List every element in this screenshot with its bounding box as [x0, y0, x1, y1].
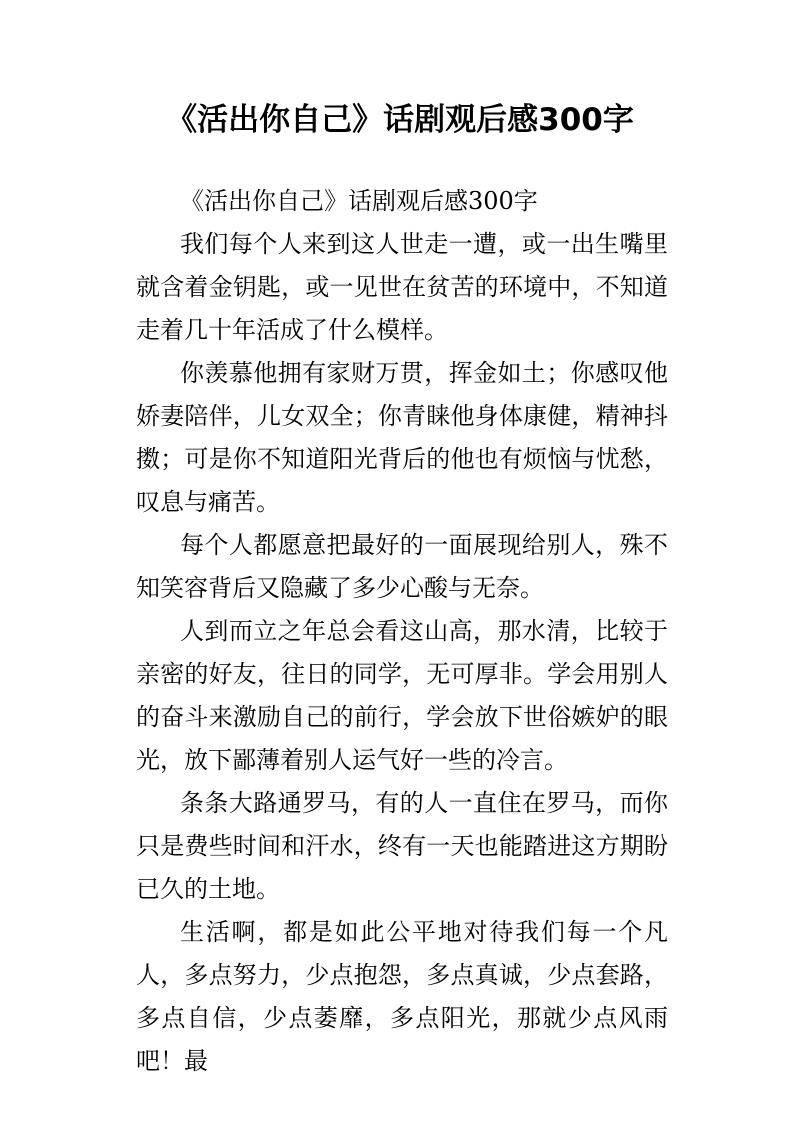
document-body: [136, 180, 668, 1083]
paragraph: 每个人都愿意把最好的一面展现给别人，殊不知笑容背后又隐藏了多少心酸与无奈。: [136, 531, 668, 602]
paragraph: 条条大路通罗马，有的人一直住在罗马，而你只是费些时间和汗水，终有一天也能踏进这方期盼已久的土地。: [136, 789, 668, 903]
paragraph: 你羡慕他拥有家财万贯，挥金如土；你感叹他娇妻陪伴，儿女双全；你青睐他身体康健，精神抖擞；可是你不知道阳光背后的他也有烦恼与忧愁，叹息与痛苦。: [136, 359, 668, 516]
paragraph: 生活啊，都是如此公平地对待我们每一个凡人，多点努力，少点抱怨，多点真诚，少点套路，多点自信，少点萎靡，多点阳光，那就少点风雨吧！最: [136, 918, 668, 1075]
paragraph-heading-repeat: 《活出你自己》话剧观后感300字: [180, 187, 538, 215]
paragraph: 我们每个人来到这人世走一遭，或一出生嘴里就含着金钥匙，或一见世在贫苦的环境中，不知道走着几十年活成了什么模样。: [136, 230, 668, 344]
document-title: 《活出你自己》话剧观后感300字: [166, 102, 634, 138]
paragraph: 人到而立之年总会看这山高，那水清，比较于亲密的好友，往日的同学，无可厚非。学会用别人的奋斗来激励自己的前行，学会放下世俗嫉妒的眼光，放下鄙薄着别人运气好一些的冷言。: [136, 617, 668, 774]
